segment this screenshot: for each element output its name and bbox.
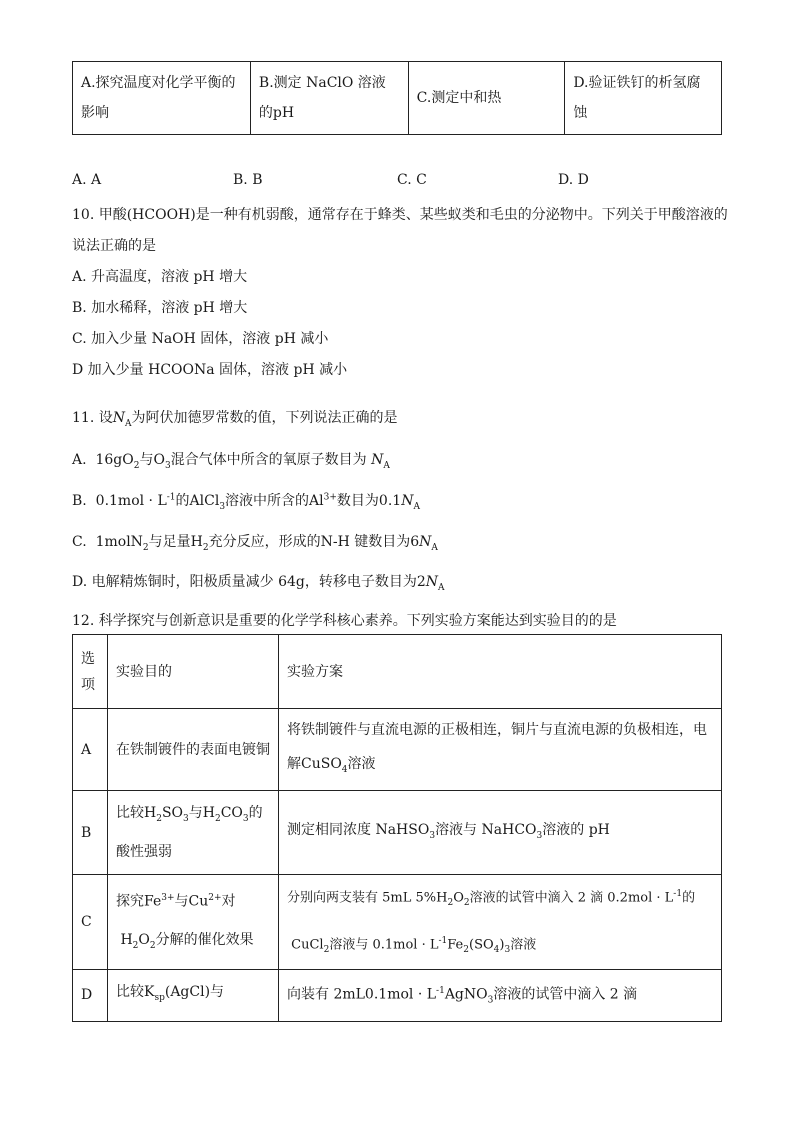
q10-stem-line2: 说法正确的是 [72,238,156,254]
cell-text: 溶液的 pH [542,821,610,838]
cell-text: 的 [248,804,263,821]
q9-options-table [72,61,722,135]
cell-text: O [453,890,464,906]
option-text: 充分反应，形成的N-H 键数目为6 [208,534,420,550]
na-symbol: N [401,493,414,509]
option-text: 数目为0.1 [336,493,402,509]
cell-text: 酸性强弱 [116,844,172,861]
row-a-option [73,709,108,791]
cell-text: 分解的催化效果 [155,931,254,948]
header-goal [108,635,279,709]
cell-text: 溶液与 0.1mol · L [329,937,439,953]
cell-text: 将铁制镀件与直流电源的正极相连，铜片与直流电源的负极相连，电 [287,721,707,738]
q11-option-d [72,571,445,593]
cell-text: 与H [188,804,215,821]
cell-text: 与Cu [174,893,209,910]
q10-option-c: C. 加入少量 NaOH 固体，溶液 pH 减小 [72,331,329,347]
cell-text: D [81,987,93,1004]
cell-text: (SO [469,937,494,953]
q9-cell-a [73,62,251,135]
na-symbol: N [419,534,432,550]
na-sub: A [438,582,445,593]
q12-experiment-table [72,634,722,1022]
cell-text: CO [220,804,243,821]
row-b-goal: 比较$H_2SO_3$与$H_2CO_3$的 酸性强弱 [108,791,279,875]
q10-option-d: D 加入少量 HCOONa 固体，溶液 pH 减小 [72,362,348,378]
stem-text: 11. 设 [72,410,113,426]
cell-text: 解 [287,755,301,772]
cell-text: A [81,741,92,758]
q9-cell-c [408,62,565,135]
q9-choices [72,172,732,192]
row-b-plan: 测定相同浓度 NaHSO$_3$溶液与 NaHCO$_3$溶液的 pH [279,791,722,875]
na-symbol: N [112,410,125,426]
cell-text: 探究Fe [116,893,162,910]
table-header-row [73,635,722,709]
row-c-option [73,875,108,970]
cell-text: 溶液的试管中滴入 2 滴 [493,986,638,1003]
row-c-plan: 分别向两支装有 5mL $5\%H_2O_2$溶液的试管中滴入 2 滴 $0.2mol \cdot L^{-1}$的 CuCl$_2$溶液与 $0.1mol \cdot L^{-1}Fe_2(SO_4)_3$溶液 [279,875,722,970]
row-d-goal: 比较$K_{sp}(AgCl)$与 [108,969,279,1021]
option-text: 溶液中所含的Al [225,493,324,509]
cell-text: Fe [447,937,464,953]
q9-choice-a: A. A [72,172,102,188]
cell-text: 测定相同浓度 NaHSO [287,821,430,838]
table-row [73,791,722,875]
cell-text: SO [161,804,184,821]
cell-text: CuSO [301,755,342,772]
na-sub: A [124,418,132,429]
option-text: 与足量H [148,534,203,550]
na-sub: A [431,542,438,553]
option-text: 的AlCl [175,493,220,509]
q10-stem-line1: 10. 甲酸(HCOOH)是一种有机弱酸，通常存在于蜂类、某些蚁类和毛虫的分泌物中。下列关于甲酸溶液的 [72,207,728,223]
na-sub: A [383,460,390,471]
cell-text: B.测定 NaClO 溶液的pH [258,75,386,121]
header-text: 实验目的 [116,663,172,680]
row-b-option [73,791,108,875]
cell-text: D.验证铁钉的析氢腐蚀 [573,75,701,121]
cell-text: (AgCl)与 [164,984,225,1001]
row-d-plan: 向装有 $2mL0.1mol \cdot L^{-1}AgNO_3$溶液的试管中滴入 2 滴 [279,969,722,1021]
option-label: A. [72,452,87,468]
table-row [73,62,722,135]
q9-cell-d [565,62,722,135]
q11-option-a: A. $16gO_2$与$O_3$混合气体中所含的氧原子数目为 $N_A$ [72,452,390,471]
q9-choice-c: C. C [397,172,427,188]
option-text: 16gO [95,452,134,468]
q11-option-b: B. $0.1mol \cdot L^{-1}$的AlCl$_3$溶液中所含的$Al^{3+}$数目为$0.1N_A$ [72,492,420,512]
row-a-plan: 将铁制镀件与直流电源的正极相连，铜片与直流电源的负极相连，电 解CuSO$_4$溶液 [279,709,722,791]
option-label: B. [72,493,87,509]
q11-stem [72,407,397,429]
q12-stem: 12. 科学探究与创新意识是重要的化学学科核心素养。下列实验方案能达到实验目的的是 [72,613,617,629]
na-symbol: N [425,574,439,590]
cell-text: A.探究温度对化学平衡的影响 [81,75,236,121]
q10-option-a: A. 升高温度，溶液 pH 增大 [72,269,248,285]
table-row [73,969,722,1021]
q11-option-c: C. 1molN$_2$与足量$H_2$充分反应，形成的N-H 键数目为$6N_A$ [72,534,438,553]
cell-text: CuCl [291,937,324,953]
row-d-option [73,969,108,1021]
header-plan [279,635,722,709]
cell-text: 分别向两支装有 5mL 5%H [287,890,448,906]
cell-text: C.测定中和热 [416,90,502,106]
cell-text: B [81,824,92,841]
cell-text: 的 [682,890,696,906]
q9-choice-b: B. B [233,172,263,188]
header-option [73,635,108,709]
stem-text: 为阿伏加德罗常数的值，下列说法正确的是 [131,410,398,426]
header-text: 选 [81,650,95,667]
cell-text: 溶液的试管中滴入 2 滴 0.2mol · L [469,890,674,906]
q9-cell-b [250,62,408,135]
cell-text: C [81,913,92,930]
na-sub: A [413,501,420,512]
cell-text: H [120,931,133,948]
cell-text: O [138,931,150,948]
option-label: D. [72,574,88,590]
option-text: 与O [139,452,165,468]
q9-choice-d: D. D [558,172,589,188]
option-text: 1molN [95,534,143,550]
cell-text: 比较K [116,984,155,1001]
cell-text: 溶液 [347,755,376,772]
table-row [73,709,722,791]
cell-text: 向装有 2mL0.1mol · L [287,986,437,1003]
q10-option-b: B. 加水稀释，溶液 pH 增大 [72,300,248,316]
option-text: 电解精炼铜时，阳极质量减少 64g，转移电子数目为2 [91,574,426,590]
table-row [73,875,722,970]
cell-text: AgNO [444,986,488,1003]
row-c-goal: 探究$Fe^{3+}$与$Cu^{2+}$对 $H_2O_2$分解的催化效果 [108,875,279,970]
option-label: C. [72,534,87,550]
header-text: 实验方案 [287,663,343,680]
cell-text: 溶液与 NaHCO [435,821,537,838]
cell-text: 对 [221,893,236,910]
cell-text: 溶液 [510,937,537,953]
header-text: 项 [81,676,95,693]
cell-text: 在铁制镀件的表面电镀铜 [116,741,270,758]
option-text: 0.1mol · L [95,493,167,509]
cell-text: ) [499,937,505,953]
cell-text: 比较H [116,804,157,821]
row-a-goal [108,709,279,791]
na-symbol: N [371,452,384,468]
option-text: 混合气体中所含的氧原子数目为 [170,452,367,468]
